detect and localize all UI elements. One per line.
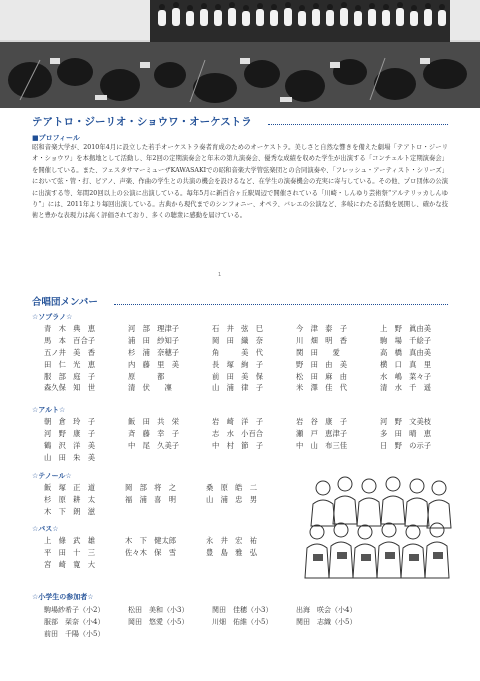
profile-label: ■プロフィール <box>32 134 80 142</box>
member-name: 森久保 知 世 <box>44 383 96 393</box>
profile-text <box>32 142 448 222</box>
member-row <box>44 617 384 629</box>
kid-name: 関田 志織（小5） <box>296 617 357 626</box>
member-row <box>44 536 304 548</box>
member-name: 服 部 庭 子 <box>44 371 96 381</box>
member-name: 中 尾 久美子 <box>128 440 180 450</box>
soprano-members <box>44 324 464 395</box>
member-name: 清 水 千 遥 <box>380 383 432 393</box>
member-name: 佐々木 保 雪 <box>125 547 177 557</box>
member-row <box>44 548 304 560</box>
kid-name: 出海 咲会（小4） <box>296 606 357 614</box>
member-name: 中 村 節 子 <box>212 440 264 450</box>
part-label-tenor: ☆テノール☆ <box>32 472 72 480</box>
choir-divider <box>114 304 448 305</box>
member-row <box>44 429 464 441</box>
kid-name: 松田 美和（小3） <box>128 606 189 614</box>
part-label-alto: ☆アルト☆ <box>32 406 66 414</box>
member-row <box>44 560 304 572</box>
member-row <box>44 629 384 641</box>
member-name: 杉 原 耕 太 <box>44 494 96 504</box>
member-row <box>44 372 464 384</box>
choir-title: 合唱団メンバー <box>32 297 98 308</box>
member-row <box>44 360 464 372</box>
member-name: 斉 藤 幸 子 <box>128 428 180 438</box>
member-name: 米 澤 佳 代 <box>296 383 348 393</box>
member-row <box>44 605 384 617</box>
member-name: 杉 浦 奈穂子 <box>128 347 180 357</box>
member-name: 志 水 小百合 <box>212 428 264 438</box>
member-name: 川 畑 明 香 <box>296 335 348 345</box>
member-name: 石 井 弦 巳 <box>212 324 264 333</box>
kid-name: 前田 千陽（小5） <box>44 629 105 638</box>
concert-photo <box>0 0 480 108</box>
member-row <box>44 495 304 507</box>
kid-name: 川畑 佑維（小5） <box>212 617 273 626</box>
member-name: 長 塚 絢 子 <box>212 359 264 369</box>
member-name: 朝 倉 玲 子 <box>44 417 96 426</box>
tenor-members <box>44 483 304 519</box>
member-name: 鶴 沢 洋 美 <box>44 440 96 450</box>
member-name: 水 嶋 菜々子 <box>380 371 432 381</box>
member-name: 五ノ井 美 香 <box>44 347 96 357</box>
member-name: 岩 谷 康 子 <box>296 417 348 426</box>
profile-paragraph: 昭和音楽大学が、2010年4月に設立した若手オーケストラ奏者育成のためのオーケストラ。美しさと自然な響きを備えた劇場「テアトロ・ジーリオ・ショウワ」を本拠地として活動し、年2回の定期演奏会と年末の第九演奏会、優秀な成績を収めた学生が出演する「コンチェルト定期演奏会」を開催している。また、フェスタサマーミューザKAWASAKIでの昭和音楽大学管弦楽団との合同演奏や、「フレッシュ・アーティスト・シリーズ」において弦・管・打、ピアノ、声楽、作曲の学生との共演の機会を設けるなど、在学生の演奏機会の充実に寄与している。その他、プロ団体の公演に出演する等、年間20回以上の公演に出演している。毎年5月に新百合ヶ丘駅周辺で開催されている「川崎・しんゆり芸術祭“アルテリッカしんゆり”」には、2011年より毎回出演している。古典から現代までのシンフォニー、オペラ、バレエの公演など、多岐にわたる活動を展開し、確かな技術と豊かな表現力は高く評価されており、多くの聴衆に感動を届けている。 <box>32 144 448 220</box>
member-name: 河 野 康 子 <box>44 428 96 438</box>
member-name: 馬 本 百合子 <box>44 335 96 345</box>
page-marker: 1 <box>218 272 222 278</box>
alto-members <box>44 417 464 465</box>
member-name: 平 田 十 三 <box>44 547 96 557</box>
member-name: 駒 場 千絵子 <box>380 335 432 345</box>
member-name: 山 浦 忠 男 <box>206 494 258 504</box>
member-name: 松 田 麻 由 <box>296 371 348 381</box>
member-name: 永 井 宏 祐 <box>206 536 258 545</box>
member-name: 高 橋 真由美 <box>380 347 432 357</box>
member-name: 河 部 理津子 <box>128 324 180 333</box>
member-name: 青 木 典 恵 <box>44 324 96 333</box>
member-name: 河 野 文美枝 <box>380 417 432 426</box>
part-label-soprano: ☆ソプラノ☆ <box>32 313 73 321</box>
orchestra-title: テアトロ・ジーリオ・ショウワ・オーケストラ <box>32 116 252 128</box>
member-name: 野 田 由 美 <box>296 359 348 369</box>
member-name: 豊 島 雅 弘 <box>206 547 258 557</box>
member-name: 原 都 <box>128 371 165 381</box>
member-name: 桑 原 皓 二 <box>206 483 258 492</box>
member-name: 関 田 愛 <box>296 347 340 357</box>
part-label-bass: ☆バス☆ <box>32 525 59 533</box>
member-row <box>44 441 464 453</box>
member-name: 木 下 朗 滋 <box>44 506 96 516</box>
member-name: 横 口 真 里 <box>380 359 432 369</box>
member-name: 瀬 戸 恵津子 <box>296 428 348 438</box>
kid-name: 駒場紗希子（小2） <box>44 606 105 614</box>
bass-members <box>44 536 304 572</box>
title-divider <box>268 124 448 125</box>
kids-members <box>44 605 384 641</box>
choir-illustration <box>303 474 453 586</box>
kid-name: 関田 佳穂（小3） <box>212 606 273 614</box>
member-name: 飯 田 共 栄 <box>128 417 180 426</box>
member-row <box>44 453 464 465</box>
member-name: 宮 崎 寛 大 <box>44 559 96 569</box>
member-name: 岩 崎 洋 子 <box>212 417 264 426</box>
member-name: 日 野 の示子 <box>380 440 432 450</box>
member-row <box>44 507 304 519</box>
member-name: 木 下 健太郎 <box>125 536 177 545</box>
member-name: 浦 田 紗知子 <box>128 335 180 345</box>
member-name: 飯 塚 正 道 <box>44 483 96 492</box>
member-name: 清 伏 凜 <box>128 383 172 393</box>
member-row <box>44 483 304 495</box>
kid-name: 岡田 悠愛（小5） <box>128 617 189 626</box>
member-name: 今 津 泰 子 <box>296 324 348 333</box>
kid-name: 服部 栞奈（小4） <box>44 617 105 626</box>
member-name: 岡 部 将 之 <box>125 483 177 492</box>
member-name: 上 條 武 雄 <box>44 536 96 545</box>
member-name: 山 浦 律 子 <box>212 383 264 393</box>
member-name: 中 山 布三佳 <box>296 440 348 450</box>
member-name: 岡 田 織 奈 <box>212 335 264 345</box>
member-row <box>44 383 464 395</box>
part-label-kids: ☆小学生の参加者☆ <box>32 593 94 601</box>
member-name: 内 藤 里 美 <box>128 359 180 369</box>
member-name: 角 美 代 <box>212 347 264 357</box>
member-row <box>44 417 464 429</box>
member-name: 福 浦 喜 明 <box>125 494 177 504</box>
member-row <box>44 348 464 360</box>
member-name: 山 田 朱 美 <box>44 452 96 462</box>
member-name: 田 仁 光 恵 <box>44 359 96 369</box>
member-row <box>44 336 464 348</box>
member-row <box>44 324 464 336</box>
member-name: 上 野 眞由美 <box>380 324 432 333</box>
member-name: 多 田 晴 恵 <box>380 428 432 438</box>
member-name: 前 田 美 保 <box>212 371 264 381</box>
